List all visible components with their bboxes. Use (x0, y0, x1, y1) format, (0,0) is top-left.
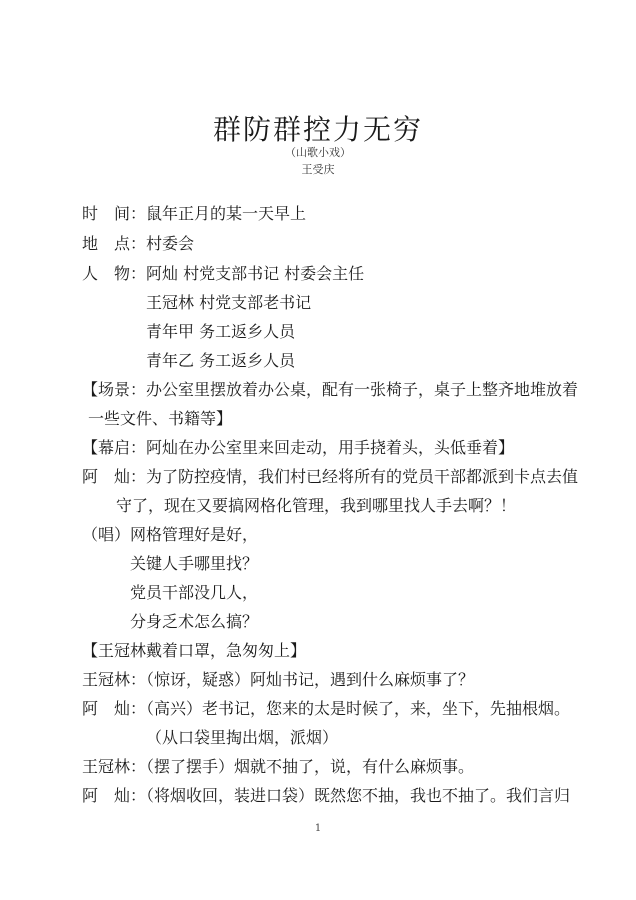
text-line-characters: 人 物：阿灿 村党支部书记 村委会主任 (82, 264, 365, 283)
song-line: 关键人手哪里找？ (130, 554, 259, 573)
author-name: 王受庆 (301, 163, 335, 176)
dialogue-line-cont: 守了，现在又要搞网格化管理，我到哪里找人手去啊？！ (116, 496, 517, 515)
dialogue-line: 王冠林：（摆了摆手）烟就不抽了，说，有什么麻烦事。 (82, 757, 475, 776)
text-line-place: 地 点：村委会 (82, 234, 195, 253)
dialogue-line: 阿 灿：（将烟收回，装进口袋）既然您不抽，我也不抽了。我们言归 (82, 786, 571, 805)
song-line: （唱）网格管理好是好， (82, 525, 259, 544)
text-line-character: 青年甲 务工返乡人员 (146, 322, 296, 341)
page-number: 1 (314, 823, 322, 834)
stage-direction-scene: 【场景：办公室里摆放着办公桌，配有一张椅子，桌子上整齐地堆放着 (82, 380, 579, 399)
stage-direction-curtain: 【幕启：阿灿在办公室里来回走动，用手挠着头，头低垂着】 (82, 438, 515, 457)
dialogue-line: 阿 灿：为了防控疫情，我们村已经将所有的党员干部都派到卡点去值 (82, 467, 579, 486)
song-line: 党员干部没几人， (130, 583, 259, 602)
stage-direction-inline: （从口袋里掏出烟，派烟） (146, 728, 339, 747)
script-title: 群防群控力无穷 (212, 113, 423, 146)
song-line: 分身乏术怎么搞？ (130, 612, 259, 631)
dialogue-line: 王冠林：（惊讶，疑惑）阿灿书记，遇到什么麻烦事了？ (82, 670, 475, 689)
text-line-character: 王冠林 村党支部老书记 (146, 293, 312, 312)
text-line-time: 时 间：鼠年正月的某一天早上 (82, 204, 307, 223)
stage-direction-entrance: 【王冠林戴着口罩，急匆匆上】 (82, 641, 307, 660)
dialogue-line: 阿 灿：（高兴）老书记，您来的太是时候了，来，坐下，先抽根烟。 (82, 699, 571, 718)
stage-direction-scene-cont: 一些文件、书籍等】 (88, 409, 233, 428)
text-line-character: 青年乙 务工返乡人员 (146, 351, 296, 370)
script-subtitle: （山歌小戏） (285, 146, 351, 159)
